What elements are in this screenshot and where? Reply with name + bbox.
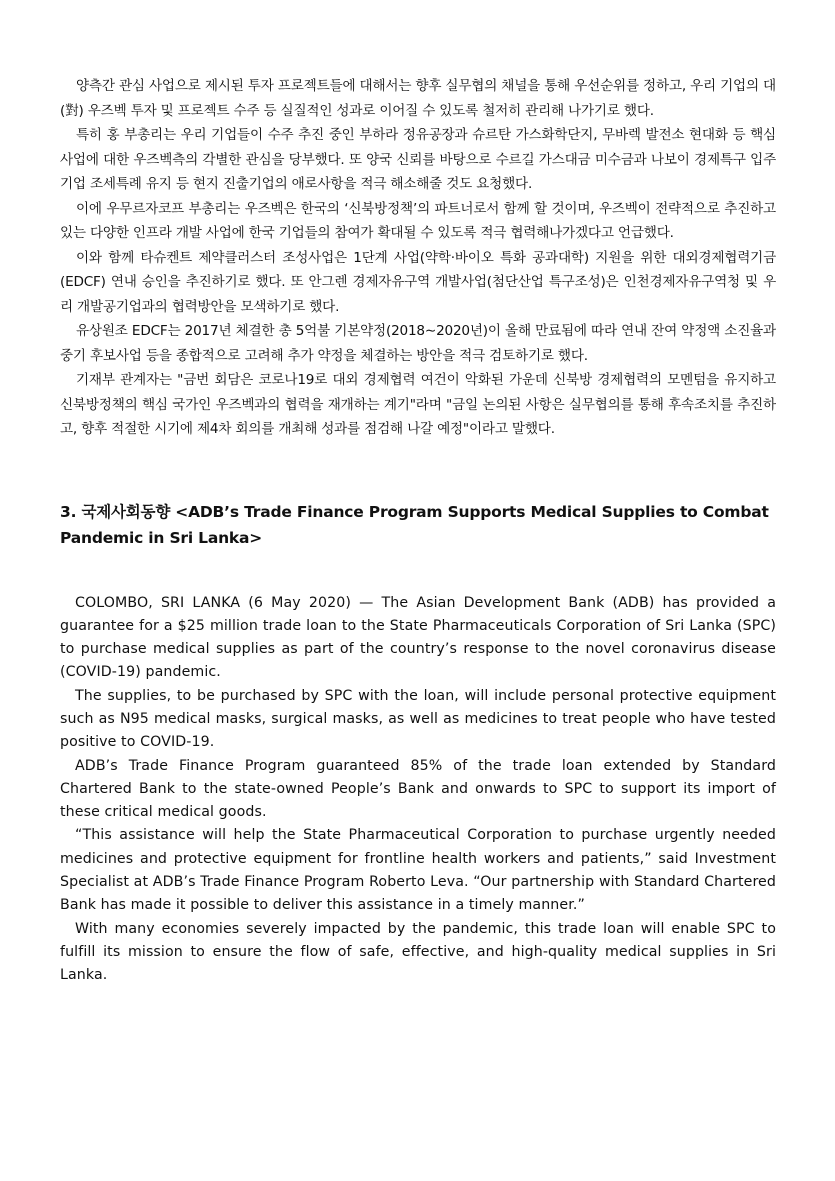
english-paragraph: The supplies, to be purchased by SPC with the loan, will include personal protective equipment such as N95 medical masks, surgical masks, as well as medicines to treat people who have tested positive to COVID-19. xyxy=(60,687,776,751)
korean-paragraph: 기재부 관계자는 "금번 회담은 코로나19로 대외 경제협력 여건이 악화된 가운데 신북방 경제협력의 모멘텀을 유지하고 신북방정책의 핵심 국가인 우즈벡과의 협력을 재개하는 계기"라며 "금일 논의된 사항은 실무협의를 통해 후속조치를 추진하고, 향후 적절한 시기에 제4차 회의를 개최해 성과를 점검해 나갈 예정"이라고 말했다. xyxy=(60,372,776,437)
korean-paragraph: 이에 우무르자코프 부총리는 우즈벡은 한국의 ‘신북방정책’의 파트너로서 함께 할 것이며, 우즈벡이 전략적으로 추진하고 있는 다양한 인프라 개발 사업에 한국 기업들의 참여가 확대될 수 있도록 적극 협력해나가겠다고 언급했다. xyxy=(60,200,776,241)
document-page xyxy=(60,74,776,988)
korean-paragraph: 유상원조 EDCF는 2017년 체결한 총 5억불 기본약정(2018∼2020년)이 올해 만료됨에 따라 연내 잔여 약정액 소진율과 중기 후보사업 등을 종합적으로 고려해 추가 약정을 체결하는 방안을 적극 검토하기로 했다. xyxy=(60,323,776,364)
english-paragraph: COLOMBO, SRI LANKA (6 May 2020) — The Asian Development Bank (ADB) has provided a guarantee for a $25 million trade loan to the State Pharmaceuticals Corporation of Sri Lanka (SPC) to purchase medical supplies as part of the country’s response to the novel coronavirus disease (COVID-19) pandemic. xyxy=(60,594,776,681)
english-paragraph: With many economies severely impacted by the pandemic, this trade loan will enable SPC to fulfill its mission to ensure the flow of safe, effective, and high-quality medical supplies in Sri Lanka. xyxy=(60,920,776,984)
korean-paragraph: 이와 함께 타슈켄트 제약클러스터 조성사업은 1단계 사업(약학·바이오 특화 공과대학) 지원을 위한 대외경제협력기금(EDCF) 연내 승인을 추진하기로 했다. 또 안그렌 경제자유구역 개발사업(첨단산업 특구조성)은 인천경제자유구역청 및 우리 개발공기업과의 협력방안을 모색하기로 했다. xyxy=(60,249,776,315)
korean-article-body xyxy=(60,74,776,442)
english-paragraph: ADB’s Trade Finance Program guaranteed 85% of the trade loan extended by Standard Chartered Bank to the state-owned People’s Bank and onwards to SPC to support its import of these critical medical goods. xyxy=(60,757,776,821)
korean-paragraph: 특히 홍 부총리는 우리 기업들이 수주 추진 중인 부하라 정유공장과 슈르탄 가스화학단지, 무바렉 발전소 현대화 등 핵심사업에 대한 우즈벡측의 각별한 관심을 당부했다. 또 양국 신뢰를 바탕으로 수르길 가스대금 미수금과 나보이 경제특구 입주기업 조세특례 유지 등 현지 진출기업의 애로사항을 적극 해소해줄 것도 요청했다. xyxy=(60,127,776,192)
english-paragraph: “This assistance will help the State Pharmaceutical Corporation to purchase urgently needed medicines and protective equipment for frontline health workers and patients,” said Investment Specialist at ADB’s Trade Finance Program Roberto Leva. “Our partnership with Standard Chartered Bank has made it possible to deliver this assistance in a timely manner.” xyxy=(60,827,776,914)
korean-paragraph: 양측간 관심 사업으로 제시된 투자 프로젝트들에 대해서는 향후 실무협의 채널을 통해 우선순위를 정하고, 우리 기업의 대(對) 우즈벡 투자 및 프로젝트 수주 등 실질적인 성과로 이어질 수 있도록 철저히 관리해 나가기로 했다. xyxy=(60,78,776,119)
section-heading: 3. 국제사회동향 <ADB’s Trade Finance Program Supports Medical Supplies to Combat Pandemic in Sri Lanka> xyxy=(60,502,769,547)
english-article-body xyxy=(60,592,776,988)
